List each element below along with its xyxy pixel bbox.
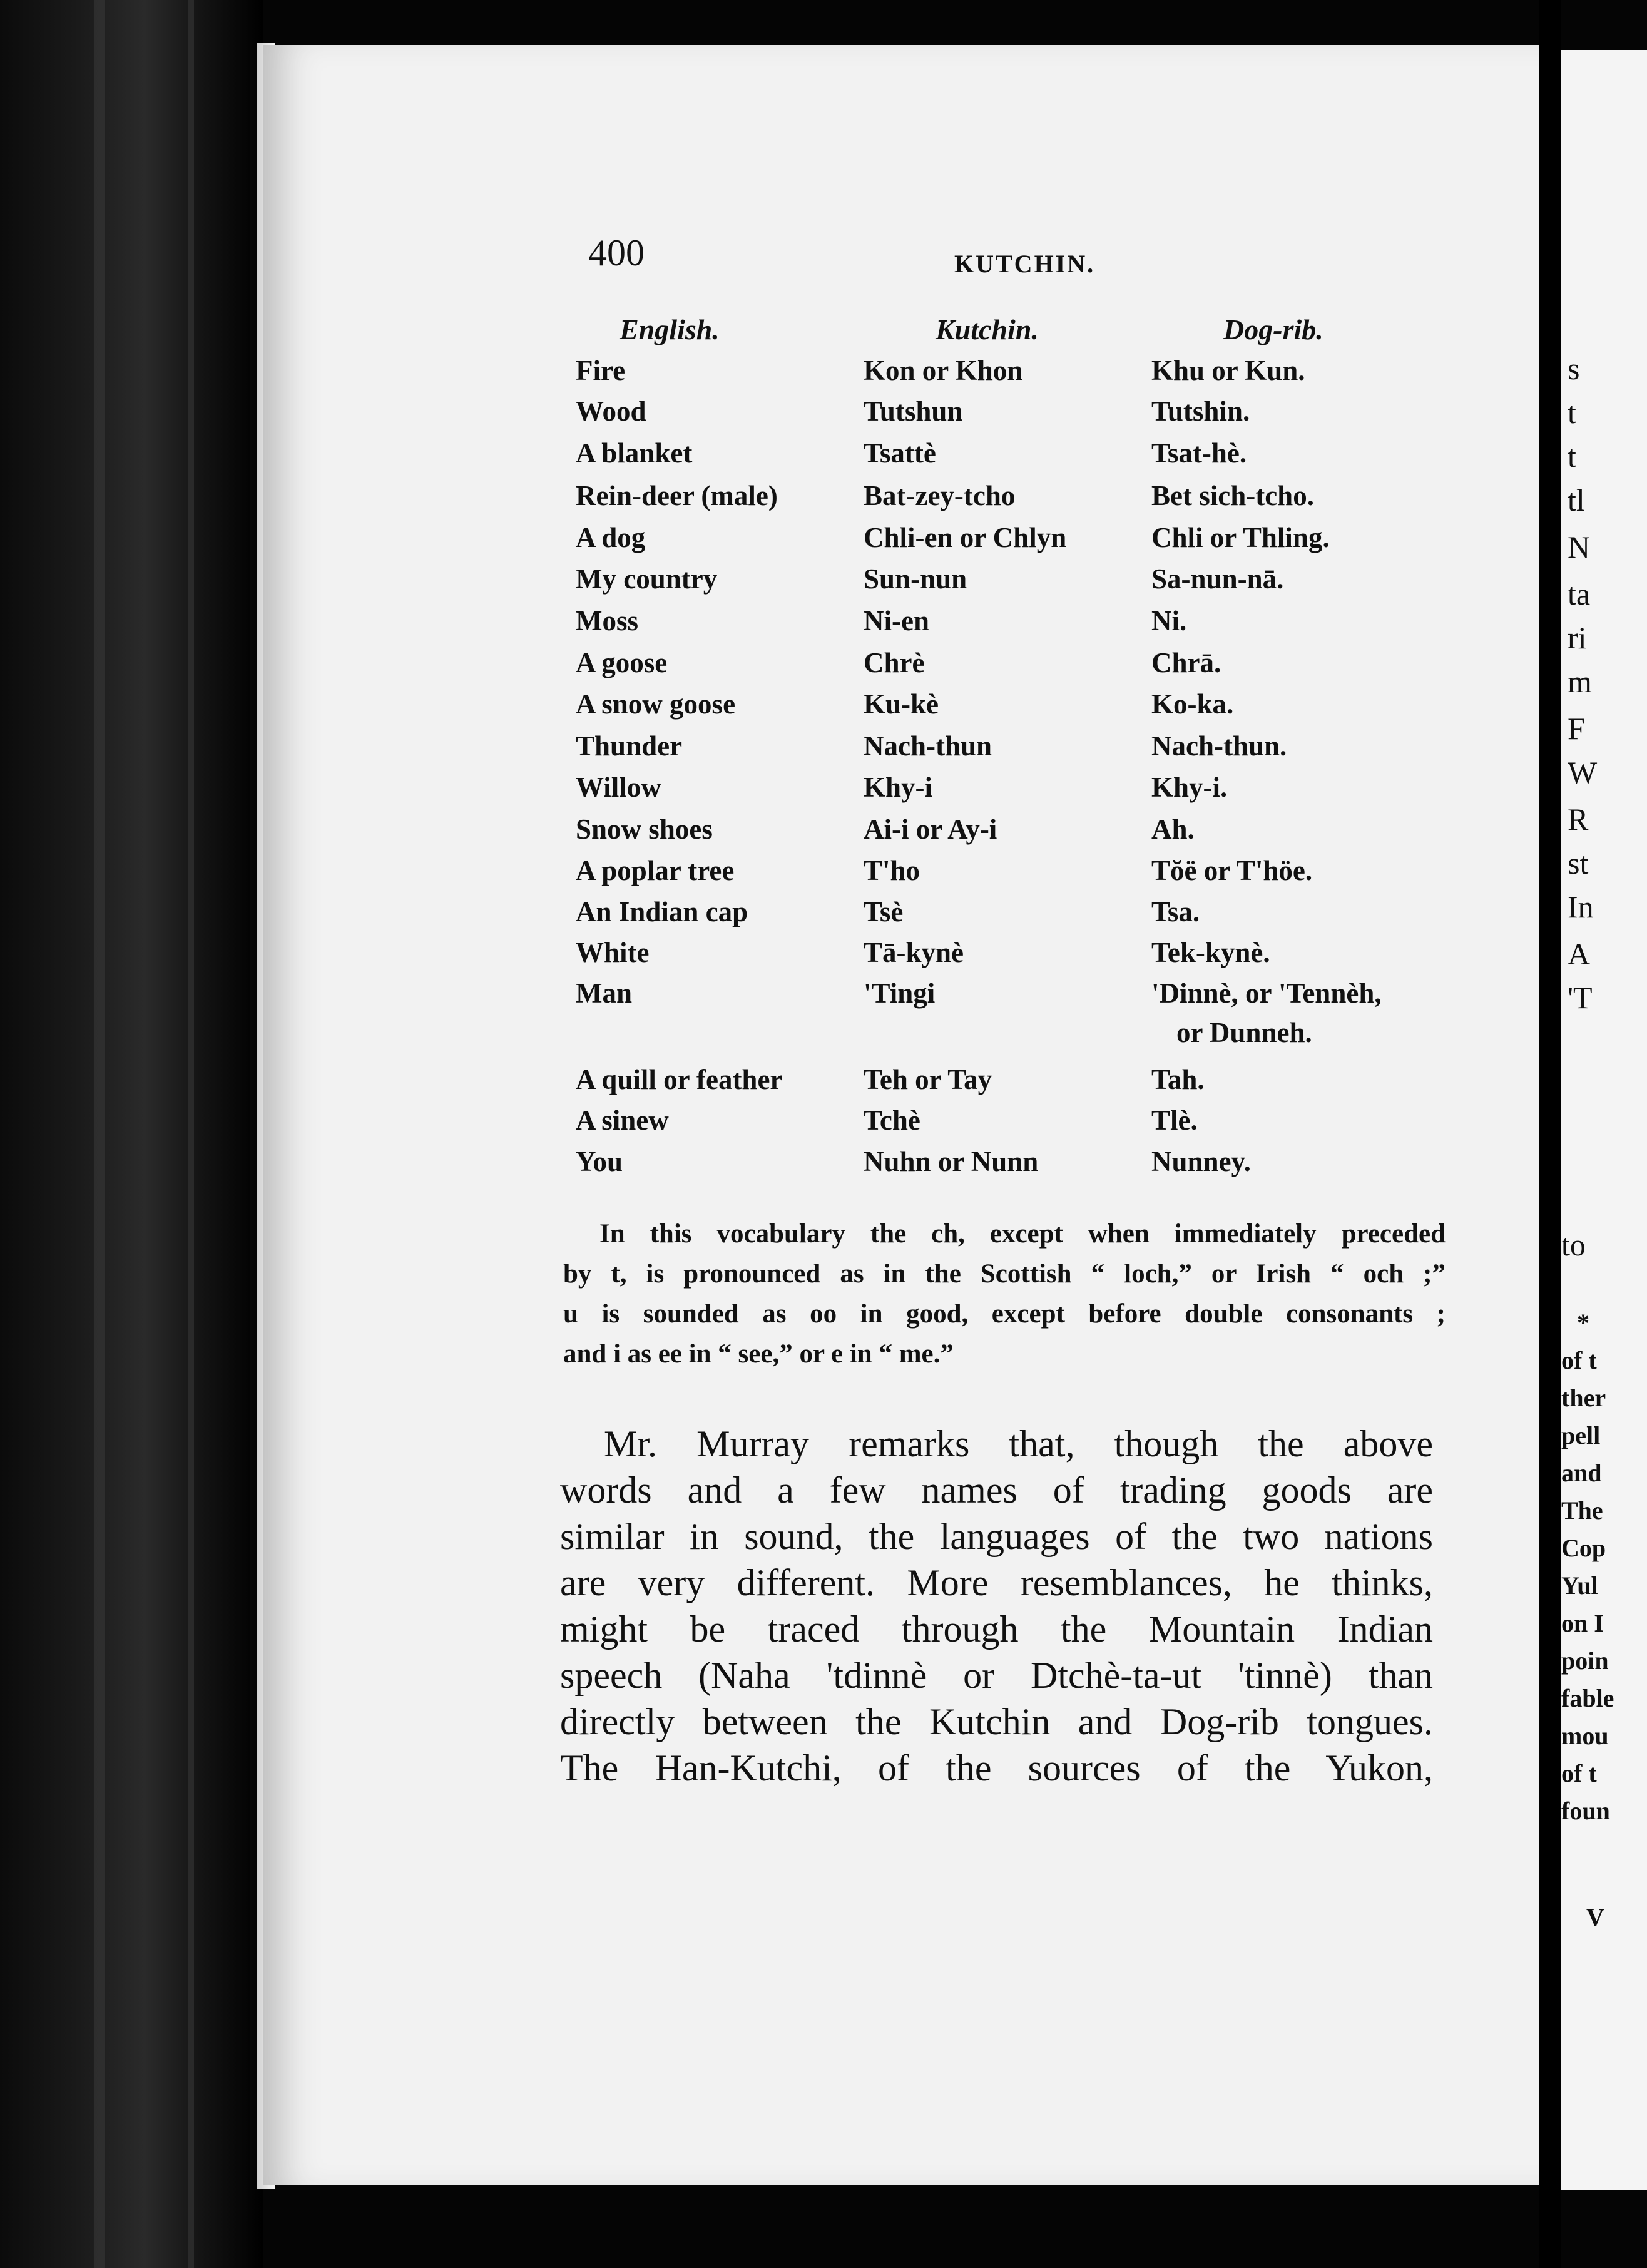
dog-rib-word: Tsat-hè.: [1151, 437, 1247, 469]
adjacent-page-text: t: [1568, 395, 1576, 430]
english-word: Wood: [576, 396, 646, 427]
adjacent-page-text: t: [1568, 439, 1576, 474]
kutchin-word: Ku-kè: [864, 688, 939, 720]
english-word: A sinew: [576, 1105, 669, 1136]
adjacent-page-footnote: mou: [1561, 1722, 1609, 1750]
kutchin-word: T'ho: [864, 855, 920, 886]
kutchin-word: Teh or Tay: [864, 1064, 992, 1095]
body-line: directly between the Kutchin and Dog-rib tongues.: [560, 1701, 1433, 1742]
adjacent-page-footnote: Cop: [1561, 1534, 1606, 1562]
english-word: My country: [576, 563, 718, 595]
adjacent-page-footnote: fable: [1561, 1684, 1614, 1712]
adjacent-page-footnote: Yul: [1561, 1571, 1598, 1600]
adjacent-page-text: m: [1568, 664, 1592, 699]
adjacent-page-text: N: [1568, 529, 1591, 564]
kutchin-word: Tsattè: [864, 437, 936, 469]
body-line: are very different. More resemblances, he thinks,: [560, 1562, 1433, 1603]
english-word: Willow: [576, 772, 661, 803]
adjacent-page-fragment: [1561, 50, 1647, 2190]
adjacent-page-footnote: of t: [1561, 1346, 1597, 1374]
kutchin-word: Chli-en or Chlyn: [864, 522, 1067, 553]
kutchin-word: Tsè: [864, 896, 904, 927]
note-line: In this vocabulary the ch, except when immediately preceded: [599, 1219, 1446, 1249]
adjacent-page-footnote: The: [1561, 1496, 1603, 1525]
adjacent-page-text: to: [1561, 1227, 1586, 1262]
dog-rib-word: Sa-nun-nā.: [1151, 563, 1284, 595]
english-word: Thunder: [576, 730, 683, 762]
english-word: A quill or feather: [576, 1064, 783, 1095]
english-word: Moss: [576, 605, 638, 636]
column-header-kutchin: Kutchin.: [936, 314, 1039, 345]
adjacent-page-text: A: [1568, 936, 1591, 971]
body-line: The Han-Kutchi, of the sources of the Yukon,: [560, 1747, 1433, 1789]
column-header-dog-rib: Dog-rib.: [1223, 314, 1323, 345]
body-line: similar in sound, the languages of the two nations: [560, 1516, 1433, 1557]
running-title: KUTCHIN.: [954, 250, 1096, 278]
adjacent-page-text: ta: [1568, 576, 1591, 611]
page-header: [588, 232, 1439, 282]
dog-rib-word: Nach-thun.: [1151, 730, 1287, 762]
kutchin-word: Nach-thun: [864, 730, 992, 762]
body-paragraph: [560, 1421, 1433, 1791]
page-number: 400: [588, 232, 645, 273]
dog-rib-word: Tek-kynè.: [1151, 937, 1270, 968]
adjacent-page-footnote: ther: [1561, 1384, 1606, 1412]
english-word: A goose: [576, 647, 668, 678]
english-word: A dog: [576, 522, 646, 553]
dog-rib-word: Ah.: [1151, 814, 1195, 845]
note-line: u is sounded as oo in good, except before double consonants ;: [563, 1299, 1446, 1329]
adjacent-page-text: V: [1586, 1903, 1604, 1931]
dog-rib-word: Khu or Kun.: [1151, 355, 1305, 386]
kutchin-word: Khy-i: [864, 772, 933, 803]
dog-rib-word: Bet sich-tcho.: [1151, 480, 1314, 511]
body-line: words and a few names of trading goods are: [560, 1469, 1433, 1511]
body-line: might be traced through the Mountain Indian: [560, 1608, 1433, 1650]
dog-rib-word: Ni.: [1151, 605, 1187, 636]
adjacent-page-text: F: [1568, 711, 1585, 746]
pronunciation-note: [563, 1214, 1446, 1374]
book-spine: [0, 0, 263, 2268]
dog-rib-word: or Dunneh.: [1176, 1017, 1312, 1048]
note-line: and i as ee in “ see,” or e in “ me.”: [563, 1339, 954, 1369]
adjacent-page-text: s: [1568, 351, 1580, 386]
adjacent-page-footnote: foun: [1561, 1797, 1610, 1825]
kutchin-word: Tā-kynè: [864, 937, 964, 968]
dog-rib-word: Khy-i.: [1151, 772, 1228, 803]
english-word: Man: [576, 978, 632, 1009]
kutchin-word: Ni-en: [864, 605, 929, 636]
kutchin-word: Tutshun: [864, 396, 963, 427]
adjacent-page-footnote: *: [1577, 1309, 1589, 1337]
adjacent-page-text: tl: [1568, 483, 1585, 518]
dog-rib-word: Tŏë or T'höe.: [1151, 855, 1313, 886]
kutchin-word: Sun-nun: [864, 563, 967, 595]
english-word: An Indian cap: [576, 896, 748, 927]
kutchin-word: Bat-zey-tcho: [864, 480, 1016, 511]
spine-shadow: [188, 0, 194, 2268]
adjacent-page-footnote: poin: [1561, 1647, 1609, 1675]
adjacent-page-text: 'T: [1568, 980, 1593, 1015]
adjacent-page-text: R: [1568, 802, 1589, 837]
english-word: White: [576, 937, 650, 968]
kutchin-word: Ai-i or Ay-i: [864, 814, 997, 845]
column-header-english: English.: [620, 314, 720, 345]
english-word: A snow goose: [576, 688, 736, 720]
adjacent-page-footnote: on I: [1561, 1609, 1604, 1637]
kutchin-word: Kon or Khon: [864, 355, 1023, 386]
english-word: A blanket: [576, 437, 693, 469]
kutchin-word: Nuhn or Nunn: [864, 1146, 1039, 1177]
page-gutter: [1539, 0, 1561, 2268]
dog-rib-word: Ko-ka.: [1151, 688, 1234, 720]
dog-rib-word: Chli or Thling.: [1151, 522, 1330, 553]
english-word: You: [576, 1146, 623, 1177]
body-line: Mr. Murray remarks that, though the above: [604, 1423, 1433, 1464]
adjacent-page-footnote: pell: [1561, 1421, 1601, 1449]
english-word: Fire: [576, 355, 626, 386]
dog-rib-word: Tutshin.: [1151, 396, 1250, 427]
body-line: speech (Naha 'tdinnè or Dtchè-ta-ut 'tinnè) than: [560, 1655, 1433, 1696]
dog-rib-word: Tah.: [1151, 1064, 1205, 1095]
dog-rib-word: Tlè.: [1151, 1105, 1198, 1136]
english-word: Snow shoes: [576, 814, 713, 845]
dog-rib-word: Chrā.: [1151, 647, 1221, 678]
adjacent-page-footnote: of t: [1561, 1759, 1597, 1787]
english-word: A poplar tree: [576, 855, 735, 886]
kutchin-word: 'Tingi: [864, 978, 936, 1009]
adjacent-page-text: st: [1568, 845, 1589, 881]
adjacent-page-text: In: [1568, 889, 1594, 924]
english-word: Rein-deer (male): [576, 480, 778, 511]
dog-rib-word: Tsa.: [1151, 896, 1200, 927]
spine-shadow: [94, 0, 105, 2268]
note-line: by t, is pronounced as in the Scottish “ loch,” or Irish “ och ;”: [563, 1259, 1446, 1289]
adjacent-page-text: W: [1568, 755, 1598, 790]
adjacent-page-text: ri: [1568, 620, 1587, 655]
kutchin-word: Chrè: [864, 647, 925, 678]
dog-rib-word: 'Dinnè, or 'Tennèh,: [1151, 978, 1382, 1009]
adjacent-page-footnote: and: [1561, 1459, 1602, 1487]
dog-rib-word: Nunney.: [1151, 1146, 1251, 1177]
kutchin-word: Tchè: [864, 1105, 920, 1136]
